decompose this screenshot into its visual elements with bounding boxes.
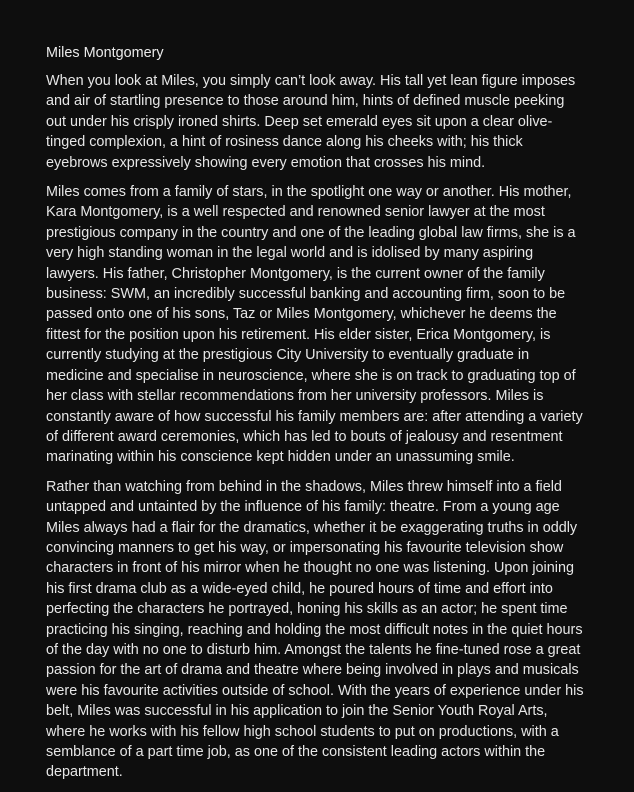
- paragraph-family: Miles comes from a family of stars, in the spotlight one way or another. His mother, Kara Montgomery, is a well respected and renowned senior lawyer at the most prestigious company in the country and one of the leading global law firms, she is a very high standing woman in the legal world and is idolised by many aspiring lawyers. His father, Christopher Montgomery, is the current owner of the family business: SWM, an incredibly successful banking and accounting firm, soon to be passed onto one of his sons, Taz or Miles Montgomery, whichever he deems the fittest for the position upon his retirement. His elder sister, Erica Montgomery, is currently studying at the prestigious City University to eventually graduate in medicine and specialise in neuroscience, where she is on track to graduating top of her class with stellar recommendations from her university professors. Miles is constantly aware of how successful his family members are: after attending a variety of different award ceremonies, which has led to bouts of jealousy and resentment marinating within his conscience kept hidden under an unassuming smile.: [46, 184, 583, 466]
- document-title: Miles Montgomery: [46, 45, 164, 61]
- paragraph-theatre: Rather than watching from behind in the shadows, Miles threw himself into a field untapped and untainted by the influence of his family: theatre. From a young age Miles always had a flair for the dramatics, whether it be exaggerating truths in oddly convincing manners to get his way, or impersonating his favourite television show characters in front of his mirror when he thought no one was listening. Upon joining his first drama club as a wide-eyed child, he poured hours of time and effort into perfecting the characters he portrayed, honing his skills as an actor; he spent time practicing his singing, reaching and holding the most difficult notes in the quiet hours of the day with no one to disturb him. Amongst the talents he fine-tuned rose a great passion for the art of drama and theatre where being involved in plays and musicals were his favourite activities outside of school. With the years of experience under his belt, Miles was successful in his application to join the Senior Youth Royal Arts, where he works with his fellow high school students to put on productions, with a semblance of a part time job, as one of the consistent leading actors within the department.: [46, 478, 584, 781]
- document-body: [46, 43, 586, 792]
- paragraph-appearance: When you look at Miles, you simply can’t look away. His tall yet lean figure imposes and air of startling presence to those around him, hints of defined muscle peeking out under his crisply ironed shirts. Deep set emerald eyes sit upon a clear olive-tinged complexion, a hint of rosiness dance along his cheeks with; his thick eyebrows expressively showing every emotion that crosses his mind.: [46, 73, 576, 171]
